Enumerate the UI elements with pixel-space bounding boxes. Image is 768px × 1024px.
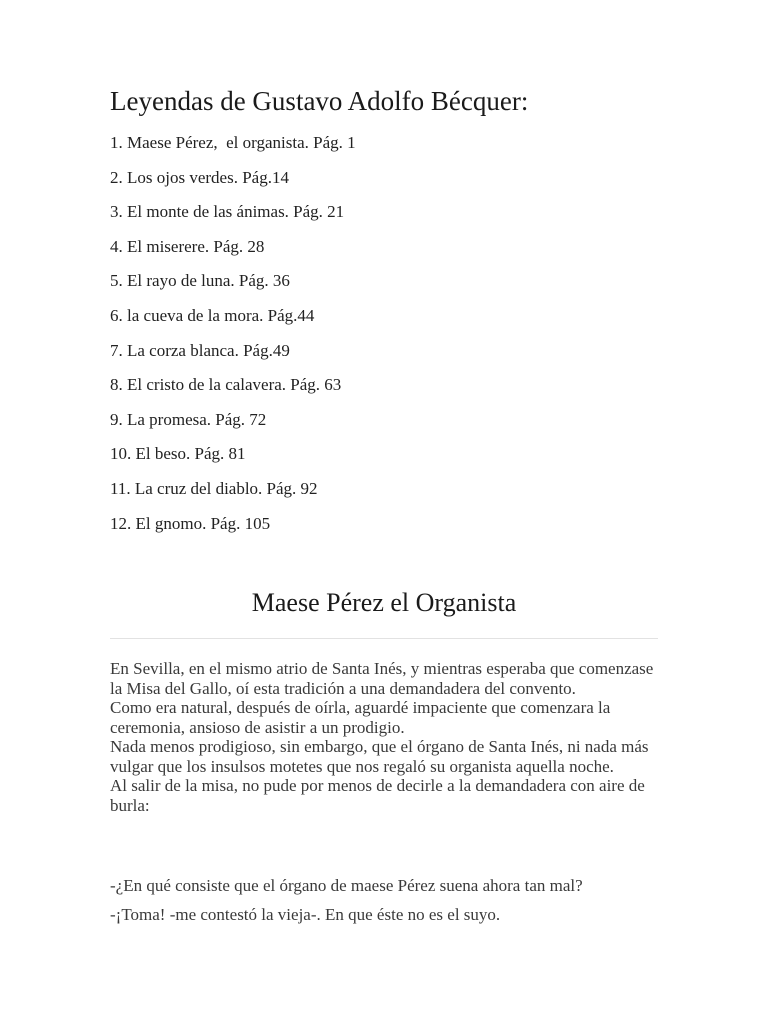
section-title: Maese Pérez el Organista	[251, 588, 517, 617]
dialogue-line-1: -¿En qué consiste que el órgano de maese Pérez suena ahora tan mal?	[110, 876, 583, 895]
dialogue-line-2: -¡Toma! -me contestó la vieja-. En que éste no es el suyo.	[110, 905, 501, 924]
section-body	[110, 659, 658, 815]
toc-item-4: 4. El miserere. Pág. 28	[110, 236, 265, 256]
toc-item-8: 8. El cristo de la calavera. Pág. 63	[110, 375, 342, 395]
body-paragraph-2: Como era natural, después de oírla, aguardé impaciente que comenzara la ceremonia, ansioso de asistir a un prodigio.	[110, 698, 611, 737]
toc-item-7: 7. La corza blanca. Pág.49	[110, 340, 290, 360]
document-title: Leyendas de Gustavo Adolfo Bécquer:	[110, 86, 529, 116]
toc-item-11: 11. La cruz del diablo. Pág. 92	[110, 478, 318, 498]
section-divider	[110, 638, 658, 639]
table-of-contents	[110, 132, 356, 547]
toc-item-6: 6. la cueva de la mora. Pág.44	[110, 305, 315, 325]
body-paragraph-3: Nada menos prodigioso, sin embargo, que el órgano de Santa Inés, ni nada más vulgar que los insulsos motetes que nos regaló su organista aquella noche.	[110, 737, 649, 776]
toc-item-2: 2. Los ojos verdes. Pág.14	[110, 167, 289, 187]
body-paragraph-4: Al salir de la misa, no pude por menos de decirle a la demandadera con aire de burla:	[110, 776, 645, 815]
body-paragraph-1: En Sevilla, en el mismo atrio de Santa Inés, y mientras esperaba que comenzase la Misa del Gallo, oí esta tradición a una demandadera del convento.	[110, 659, 654, 698]
toc-item-5: 5. El rayo de luna. Pág. 36	[110, 271, 290, 291]
toc-item-9: 9. La promesa. Pág. 72	[110, 409, 267, 429]
toc-item-3: 3. El monte de las ánimas. Pág. 21	[110, 202, 345, 222]
toc-item-1: 1. Maese Pérez, el organista. Pág. 1	[110, 133, 356, 152]
toc-item-12: 12. El gnomo. Pág. 105	[110, 513, 271, 533]
toc-item-10: 10. El beso. Pág. 81	[110, 444, 246, 464]
